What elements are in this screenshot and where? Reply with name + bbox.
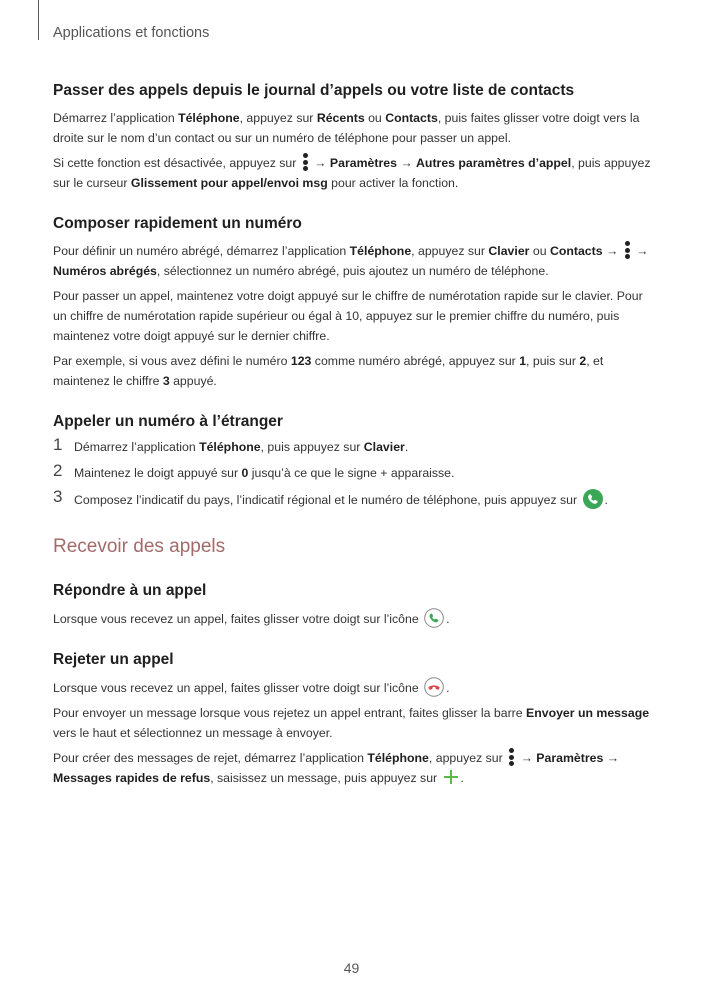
paragraph: Si cette fonction est désactivée, appuyez sur → Paramètres → Autres paramètres d’appel, puis appuyez sur le curseur Glissement pour appel/envoi msg pour activer la fonction. — [53, 153, 653, 193]
chapter-heading: Recevoir des appels — [53, 536, 226, 557]
step-item: 3 Composez l’indicatif du pays, l’indicatif régional et le numéro de téléphone, puis appuyez sur . — [53, 487, 608, 507]
header-rule — [38, 0, 39, 40]
paragraph: Lorsque vous recevez un appel, faites glisser votre doigt sur l’icône . — [53, 677, 653, 698]
paragraph: Démarrez l’application Téléphone, appuyez sur Récents ou Contacts, puis faites glisser votre doigt vers la droite sur le nom d’un contact ou sur un numéro de téléphone pour passer un appel. — [53, 111, 640, 145]
section-title: Rejeter un appel — [53, 651, 174, 668]
step-item: 1 Démarrez l’application Téléphone, puis appuyez sur Clavier. — [53, 435, 409, 454]
section-title: Composer rapidement un numéro — [53, 215, 302, 232]
reject-call-icon — [424, 677, 444, 697]
section-title: Appeler un numéro à l’étranger — [53, 413, 283, 430]
paragraph: Pour créer des messages de rejet, démarrez l’application Téléphone, appuyez sur → Paramètres → Messages rapides de refus, saisissez un message, puis appuyez sur . — [53, 748, 653, 788]
call-button-icon — [583, 489, 603, 509]
page-header: Applications et fonctions — [53, 25, 210, 41]
more-options-icon — [625, 241, 630, 259]
paragraph: Pour définir un numéro abrégé, démarrez l’application Téléphone, appuyez sur Clavier ou Contacts → → Numéros abrégés, sélectionnez un numéro abrégé, puis ajoutez un numéro de téléphone. — [53, 241, 653, 281]
section-reject-call — [53, 651, 653, 788]
paragraph: Lorsque vous recevez un appel, faites glisser votre doigt sur l’icône . — [53, 608, 653, 629]
section-answer-call — [53, 582, 653, 629]
section-call-from-log — [53, 82, 653, 193]
page-content — [53, 82, 653, 793]
answer-call-icon — [424, 608, 444, 628]
paragraph: Par exemple, si vous avez défini le numéro 123 comme numéro abrégé, appuyez sur 1, puis sur 2, et maintenez le chiffre 3 appuyé. — [53, 354, 604, 388]
section-speed-dial — [53, 215, 653, 391]
more-options-icon — [509, 748, 514, 766]
more-options-icon — [303, 153, 308, 171]
section-title: Passer des appels depuis le journal d’appels ou votre liste de contacts — [53, 82, 575, 99]
page-number: 49 — [343, 960, 360, 976]
paragraph: Pour passer un appel, maintenez votre doigt appuyé sur le chiffre de numérotation rapide sur le clavier. Pour un chiffre de numérotation rapide supérieur ou égal à 10, appuyez sur le premier chiffre du numéro, puis maintenez votre doigt appuyé sur le dernier chiffre. — [53, 289, 643, 343]
section-international-call — [53, 413, 653, 510]
steps-list — [53, 437, 653, 510]
add-icon — [443, 769, 459, 785]
step-item: 2 Maintenez le doigt appuyé sur 0 jusqu’à ce que le signe + apparaisse. — [53, 461, 455, 480]
paragraph: Pour envoyer un message lorsque vous rejetez un appel entrant, faites glisser la barre Envoyer un message vers le haut et sélectionnez un message à envoyer. — [53, 706, 650, 740]
section-title: Répondre à un appel — [53, 582, 207, 599]
